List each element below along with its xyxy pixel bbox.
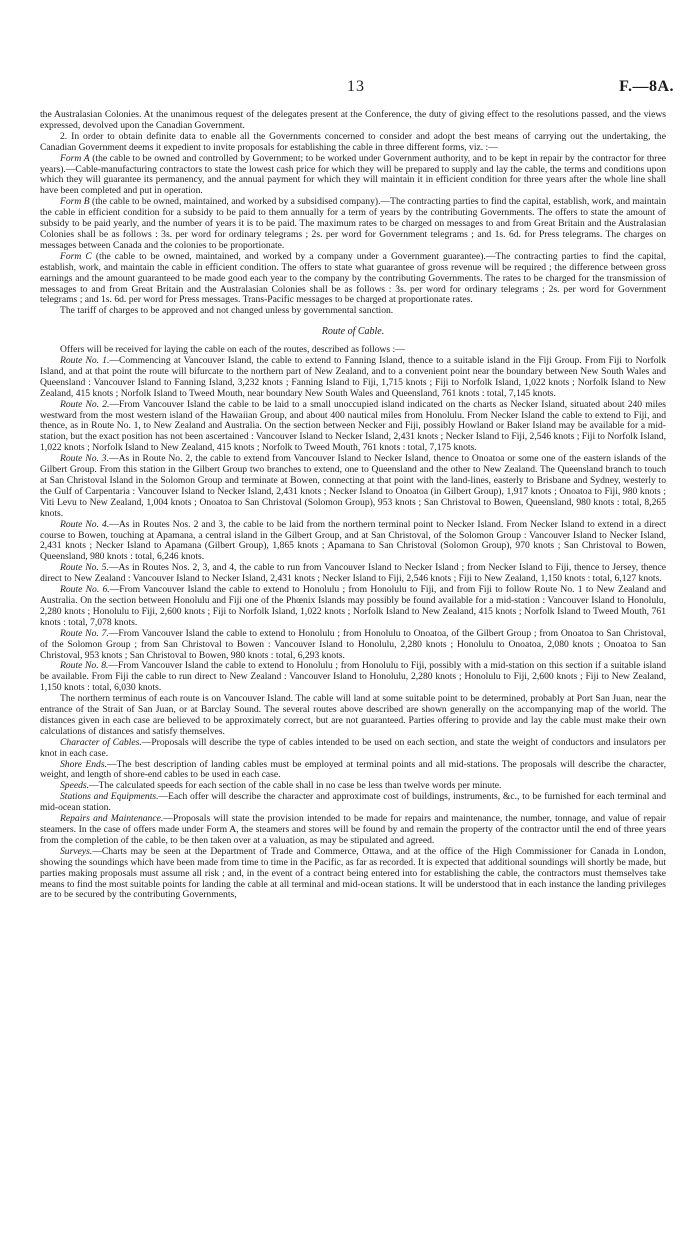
paragraph-text: Offers will be received for laying the cable on each of the routes, described as follows :— [60, 344, 405, 356]
stations-paragraph [40, 792, 666, 814]
page-number: 13 [347, 78, 365, 95]
paragraph [40, 306, 666, 317]
paragraph-lead: Route No. 3. [60, 453, 109, 465]
paragraph-text: —From Vancouver Island the cable to extend to Honolulu ; from Honolulu to Onoatoa, of the Gilbert Group ; from Onoatoa to San Christoval, of the Solomon Group ; from San Christoval to Bowen : Vancouver Island to Honolulu, 2,280 knots ; Honolulu to Onoatoa, 2,080 knots ; Onoatoa to San Christoval, 953 knots ; San Christoval to Bowen, 980 knots : total, 6,293 knots. [40, 627, 666, 661]
paragraph-text: The northern terminus of each route is on Vancouver Island. The cable will land at some suitable point to be determined, probably at Port San Juan, near the entrance of the Strait of San Juan, or at Barclay Sound. The several routes above described are shown generally on the accompanying map of the world. The distances given in each case are believed to be approximately correct, but are not guaranteed. Parties offering to provide and lay the cable must make their own calculations of distances and satisfy themselves. [40, 693, 666, 737]
section-heading: Route of Cable. [321, 326, 385, 338]
route-7-paragraph [40, 629, 666, 662]
paragraph-lead: Stations and Equipments. [60, 791, 159, 803]
route-5-paragraph [40, 563, 666, 585]
paragraph-lead: Character of Cables. [60, 736, 142, 748]
shore-ends-paragraph [40, 760, 666, 782]
paragraph-text: —Charts may be seen at the Department of Trade and Commerce, Ottawa, and at the office of the High Commissioner for Canada in London, showing the soundings which have been made from time to time in the Pacific, as far as recorded. It is expected that additional soundings will shortly be made, but parties making proposals must assume all risk ; and, in the event of a contract being entered into for establishing the cable, the contractors must themselves take means to find the most suitable points for landing the cable at all terminal and mid-ocean stations. It will be understood that in each instance the landing privileges are to be secured by the contributing Governments, [40, 845, 666, 901]
paragraph [40, 132, 666, 154]
route-8-paragraph [40, 661, 666, 694]
paragraph-form-a [40, 154, 666, 198]
paragraph-lead: Route No. 7. [60, 627, 109, 639]
paragraph-lead: Form B [60, 196, 90, 208]
paragraph-text: (the cable to be owned, maintained, and worked by a subsidised company).—The contracting parties to find the capital, establish, work, and maintain the cable in efficient condition for a subsidy to be paid to them annually for a term of years by the contributing Governments. The offers to state the amount of subsidy to be paid yearly, and the number of years it is to be paid. The maximum rates to be charged on messages to and from Great Britain and the Australasian Colonies shall be as follows : 3s. per word for ordinary telegrams ; 2s. per word for Government telegrams ; and 1s. 6d. for Press telegrams. The charges on messages between Canada and the colonies to be proportionate. [40, 196, 667, 251]
paragraph-lead: Speeds. [60, 780, 90, 792]
page-header [40, 0, 674, 100]
paragraph-form-c [40, 252, 666, 307]
paragraph-text: —The best description of landing cables must be employed at terminal points and all mid-stations. The proposals will describe the character, weight, and length of shore-end cables to be used in each case. [40, 758, 666, 781]
paragraph-text: the Australasian Colonies. At the unanimous request of the delegates present at the Conference, the duty of giving effect to the resolutions passed, and the views expressed, devolved upon the Canadian Government. [40, 109, 666, 131]
paragraph-text: —Proposals will state the provision intended to be made for repairs and maintenance, the number, tonnage, and value of repair steamers. In the case of offers made under Form A, the steamers and stores will be found by and remain the property of the contractor until the end of three years from the completion of the cable, to be then taken over at a valuation, as may be stipulated and agreed. [40, 813, 666, 846]
paragraph-lead: Route No. 2. [60, 398, 110, 410]
paragraph-lead: Surveys. [60, 845, 93, 857]
route-4-paragraph [40, 520, 666, 564]
paragraph-lead: Shore Ends. [60, 758, 107, 770]
character-of-cables-paragraph [40, 738, 666, 760]
document-page [40, 0, 674, 901]
paragraph-text: —As in Route No. 2, the cable to extend from Vancouver Island to Necker Island, thence to Onoatoa or some one of the eastern islands of the Gilbert Group. From this station in the Gilbert Group two branches to extend, one to Queensland and the other to New Zealand. The Queensland branch to touch at San Christoval Island in the Solomon Group and terminate at Bowen, connecting at that point with the land-lines, easterly to Brisbane and Sydney, westerly to the Gulf of Carpentaria : Vancouver Island to Necker Island, 2,431 knots ; Necker Island to Onoatoa (in Gilbert Group), 1,917 knots ; Onoatoa to Fiji, 980 knots ; Viti Levu to New Zealand, 1,004 knots ; Onoatoa to San Christoval (Solomon Group), 953 knots ; San Christoval to Bowen, Queensland, 980 knots : total, 8,265 knots. [40, 453, 666, 519]
repairs-paragraph [40, 814, 666, 847]
route-6-paragraph [40, 585, 666, 629]
route-1-paragraph [40, 356, 666, 400]
paragraph [40, 694, 666, 738]
paragraph-text: The tariff of charges to be approved and not changed unless by governmental sanction. [60, 305, 394, 317]
paragraph [40, 110, 666, 132]
surveys-paragraph [40, 847, 666, 902]
paragraph-lead: Form A [60, 152, 90, 164]
paragraph-text: —Each offer will describe the character and approximate cost of buildings, instruments, &c., to be furnished for each terminal and mid-ocean station. [40, 791, 666, 814]
paragraph-lead: Form C [60, 250, 92, 262]
paragraph-lead: Route No. 4. [60, 518, 110, 530]
paragraph-text: —As in Routes Nos. 2 and 3, the cable to be laid from the northern terminal point to Necker Island. From Necker Island to extend in a direct course to Bowen, touching at Apamana, a central island in the Gilbert Group, and at San Christoval, of the Solomon Group : Vancouver Island to Necker Island, 2,431 knots ; Necker Island to Apamana (Gilbert Group), 1,865 knots ; Apamana to San Christoval (Solomon Group), 970 knots ; San Christoval to Bowen, Queensland, 980 knots : total, 6,246 knots. [40, 518, 666, 563]
paragraph-lead: Route No. 6. [60, 584, 110, 596]
paragraph-form-b [40, 197, 666, 252]
paragraph-lead: Route No. 8. [60, 660, 109, 672]
document-reference: F.—8A. [619, 78, 674, 95]
route-2-paragraph [40, 400, 666, 455]
paragraph-text: —As in Routes Nos. 2, 3, and 4, the cable to run from Vancouver Island to Necker Island ; from Necker Island to Fiji, thence to Jersey, thence direct to New Zealand : Vancouver Island to Necker Island, 2,431 knots ; Necker Island to Fiji, 2,546 knots ; Fiji to New Zealand, 1,150 knots : total, 6,127 knots. [40, 562, 666, 585]
paragraph-text: —Proposals will describe the type of cables intended to be used on each section, and state the weight of conductors and insulators per knot in each case. [40, 736, 666, 759]
paragraph-text: —From Vancouver Island the cable to extend to Honolulu ; from Honolulu to Fiji, and from Fiji to follow Route No. 1 to New Zealand and Australia. On the section between Honolulu and Fiji one of the Phœnix Islands may possibly be found available for a mid-station : Vancouver Island to Honolulu, 2,280 knots ; Honolulu to Fiji, 2,600 knots ; Fiji to Norfolk Island, 1,022 knots ; Norfolk Island to New Zealand, 415 knots ; Norfolk Island to Tweed Mouth, 761 knots : total, 7,078 knots. [40, 584, 666, 628]
paragraph-text: —The calculated speeds for each section of the cable shall in no case be less than twelve words per minute. [89, 780, 502, 792]
paragraph-text: 2. In order to obtain definite data to enable all the Governments concerned to consider and adopt the best means of carrying out the undertaking, the Canadian Government deems it expedient to invite proposals for establishing the cable in three different forms, viz. :— [40, 130, 666, 153]
document-body [40, 110, 666, 901]
paragraph-text: —From Vancouver Island the cable to extend to Honolulu ; from Honolulu to Fiji, possibly with a mid-station on this section if a suitable island be available. From Fiji the cable to run direct to New Zealand : Vancouver Island to Honolulu, 2,280 knots ; Honolulu to Fiji, 2,600 knots ; Fiji to New Zealand, 1,150 knots : total, 6,030 knots. [40, 660, 666, 694]
paragraph-text: (the cable to be owned and controlled by Government; to be worked under Government authority, and to be kept in repair by the contractor for three years).—Cable-manufacturing contractors to state the lowest cash price for which they will be prepared to supply and lay the cable, the terms and conditions upon which they will guarantee its permanency, and the annual payment for which they will maintain it in efficient condition for three years after the whole line shall have been completed and put in operation. [40, 152, 667, 197]
route-3-paragraph [40, 454, 666, 519]
paragraph-text: —From Vancouver Island the cable to be laid to a small unoccupied island indicated on the charts as Necker Island, situated about 240 miles westward from the most western island of the Hawaiian Group, and about 400 nautical miles from Honolulu. From Necker Island the cable to extend to Fiji, and thence, as in Route No. 1, to New Zealand and Australia. On the section between Necker and Fiji, possibly Howland or Baker Island may be available for a mid-station, but the exact position has not been ascertained : Vancouver Island to Necker Island, 2,431 knots ; Necker Island to Fiji, 2,546 knots ; Fiji to Norfolk Island, 1,022 knots ; Norfolk Island to New Zealand, 415 knots ; Norfolk to Tweed Mouth, 761 knots : total, 7,175 knots. [40, 398, 667, 454]
paragraph-lead: Repairs and Maintenance. [60, 813, 164, 825]
paragraph-text: —Commencing at Vancouver Island, the cable to extend to Fanning Island, thence to a suitable island in the Fiji Group. From Fiji to Norfolk Island, and at that point the route will bifurcate to the northern part of New Zealand, and to a convenient point near the boundary between New South Wales and Queensland : Vancouver Island to Fanning Island, 3,232 knots ; Fanning Island to Fiji, 1,715 knots ; Fiji to Norfolk Island, 1,022 knots ; Norfolk Island to New Zealand, 415 knots ; Norfolk Island to Tweed Mouth, near boundary New South Wales and Queensland, 761 knots : total, 7,145 knots. [40, 355, 666, 399]
paragraph-lead: Route No. 1. [60, 355, 110, 367]
paragraph-lead: Route No. 5. [60, 562, 109, 574]
paragraph-text: (the cable to be owned, maintained, and worked by a company under a Government guarantee).—The contracting parties to find the capital, establish, work, and maintain the cable in efficient condition. The offers to state what guarantee of gross revenue will be required ; the difference between gross earnings and the amount guaranteed to be made good each year to the company by the contributing Governments. The rates to be charged for the transmission of messages to and from Great Britain and the Australasian Colonies shall be as follows : 3s. per word for ordinary telegrams ; 2s. per word for Government telegrams ; and 1s. 6d. per word for Press messages. Trans-Pacific messages to be charged at proportionate rates. [40, 250, 666, 306]
